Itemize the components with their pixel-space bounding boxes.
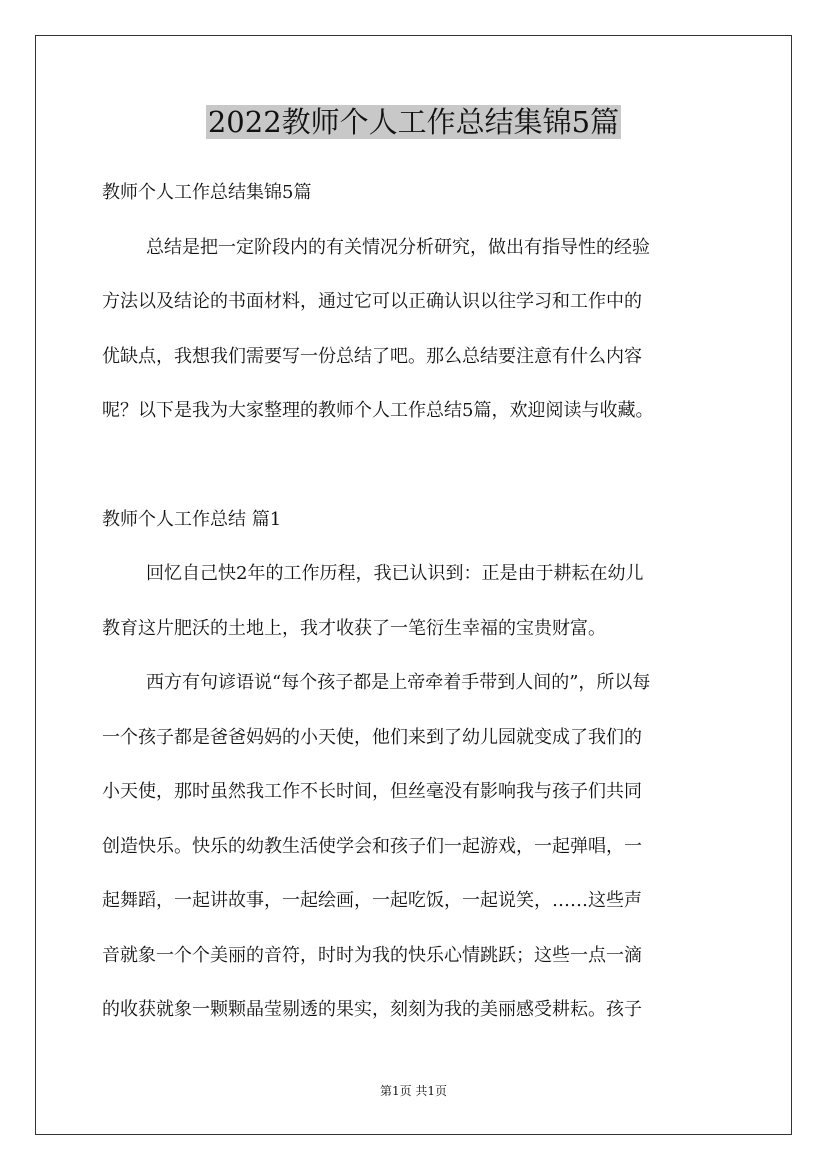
body-line-8: 音就象一个个美丽的音符，时时为我的快乐心情跳跃；这些一点一滴 (102, 945, 642, 966)
body-line-9: 的收获就象一颗颗晶莹剔透的果实，刻刻为我的美丽感受耕耘。孩子 (102, 999, 642, 1020)
body-line-6: 创造快乐。快乐的幼教生活使学会和孩子们一起游戏，一起弹唱，一 (102, 836, 642, 857)
body-line-2: 教育这片肥沃的土地上，我才收获了一笔衍生幸福的宝贵财富。 (102, 618, 606, 639)
intro-line-1: 总结是把一定阶段内的有关情况分析研究，做出有指导性的经验 (146, 237, 650, 258)
section-heading-1: 教师个人工作总结 篇1 (102, 509, 282, 530)
intro-line-3: 优缺点，我想我们需要写一份总结了吧。那么总结要注意有什么内容 (102, 346, 642, 367)
intro-line-4: 呢？以下是我为大家整理的教师个人工作总结5篇，欢迎阅读与收藏。 (102, 400, 654, 421)
body-line-7: 起舞蹈，一起讲故事，一起绘画，一起吃饭，一起说笑，……这些声 (102, 890, 642, 911)
page-number-footer: 第1页 共1页 (379, 1084, 448, 1098)
subtitle-line: 教师个人工作总结集锦5篇 (102, 182, 312, 203)
body-line-5: 小天使，那时虽然我工作不长时间，但丝毫没有影响我与孩子们共同 (102, 781, 642, 802)
body-line-1: 回忆自己快2年的工作历程，我已认识到：正是由于耕耘在幼儿 (146, 563, 644, 584)
document-title-text: 2022教师个人工作总结集锦5篇 (207, 105, 620, 139)
body-line-3: 西方有句谚语说“每个孩子都是上帝牵着手带到人间的”，所以每 (146, 672, 651, 693)
intro-line-2: 方法以及结论的书面材料，通过它可以正确认识以往学习和工作中的 (102, 291, 642, 312)
document-title (0, 100, 827, 144)
body-line-4: 一个孩子都是爸爸妈妈的小天使，他们来到了幼儿园就变成了我们的 (102, 727, 642, 748)
